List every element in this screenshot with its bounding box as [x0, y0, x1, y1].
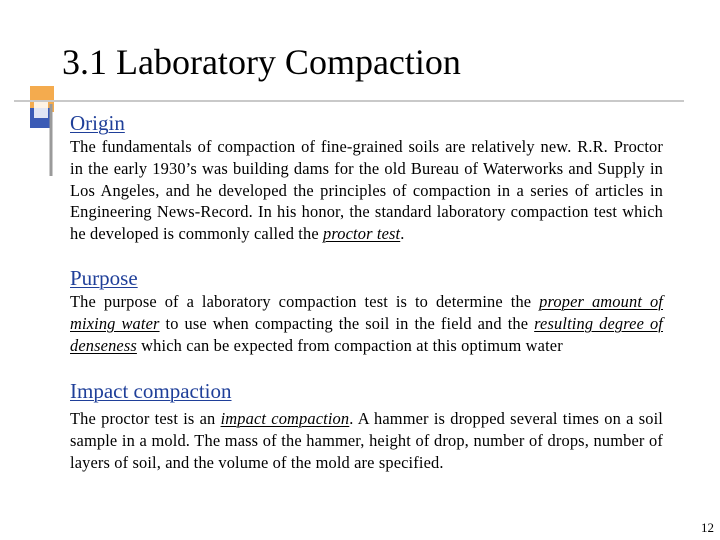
heading-purpose-text: Purpose [70, 266, 138, 290]
purpose-text-2: to use when compacting the soil in the field and the [159, 313, 535, 333]
decor-white-inset [34, 100, 48, 118]
origin-text-1: The fundamentals of compaction of fine-grained soils are relatively new. R.R. Proctor in the early 1930’s was building dams for the old Bureau of Waterworks and Supply in Los Angeles, and he developed the principles of compaction in a series of articles in Engineering News-Record. In his honor, the standard laboratory compaction test which he developed is commonly called the [70, 137, 663, 244]
slide-title: 3.1 Laboratory Compaction [62, 42, 461, 82]
heading-origin-text: Origin [70, 111, 125, 135]
impact-text-1: The proctor test is an [70, 409, 221, 428]
degree-of-denseness-link[interactable]: resulting degree of denseness [70, 313, 664, 355]
decor-blue-square [30, 108, 52, 128]
page-number: 12 [701, 520, 714, 535]
origin-text-2: . [400, 224, 405, 244]
proctor-test-link[interactable]: proctor test [323, 224, 401, 244]
heading-origin [70, 111, 125, 135]
purpose-text-1: The purpose of a laboratory compaction test is to determine the [70, 292, 540, 311]
impact-text-2: . A hammer is dropped several times on a soil sample in a mold. The mass of the hammer, height of drop, number of drops, number of layers of soil, and the volume of the mold are specified. [70, 409, 663, 472]
heading-impact-compaction [70, 379, 232, 403]
decor-orange-square [30, 86, 54, 112]
impact-compaction-link[interactable]: impact compaction [220, 409, 350, 428]
purpose-text-3: which can be expected from compaction at this optimum water [136, 335, 563, 355]
paragraph-impact [70, 408, 663, 473]
heading-impact-text: Impact compaction [70, 379, 232, 403]
paragraph-purpose [70, 291, 663, 356]
paragraph-origin [70, 136, 663, 245]
proper-amount-link[interactable]: proper amount of mixing water [70, 292, 664, 333]
heading-purpose [70, 266, 138, 290]
